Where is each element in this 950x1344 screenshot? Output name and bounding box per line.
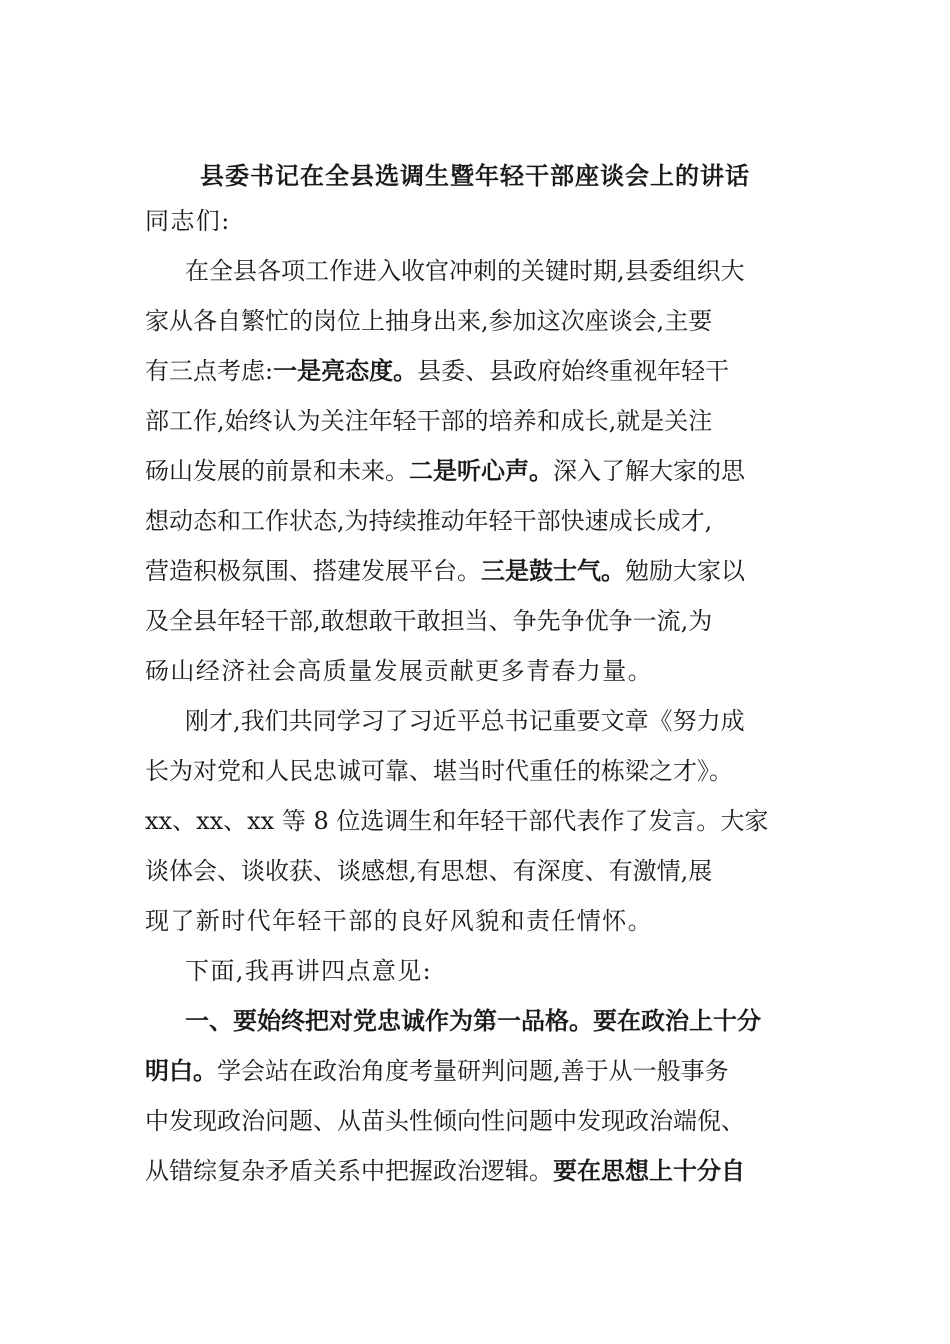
text-segment: 营造积极氛围、搭建发展平台。 [145,557,481,585]
text-line [145,246,815,296]
bold-text: 要在思想上十分自 [553,1156,745,1185]
text-line [145,846,815,896]
text-line [145,796,815,846]
document-title: 县委书记在全县选调生暨年轻干部座谈会上的讲话 [200,161,750,190]
text-segment: 中发现政治问题、从苗头性倾向性问题中发现政治端倪、 [145,1107,745,1135]
text-segment: 学会站在政治角度考量研判问题,善于从一般事务 [217,1057,729,1085]
text-line [145,446,815,496]
text-segment: 一、要始终把对党忠诚作为第一品格。要在政治上十分 [185,1006,761,1035]
text-segment: 在全县各项工作进入收官冲刺的关键时期,县委组织大 [185,257,745,285]
bold-text: 二是听心声。 [409,456,553,485]
text-line [145,396,815,446]
text-segment: 有三点考虑: [145,357,274,385]
text-line [145,546,815,596]
text-line [145,1096,815,1146]
text-line [145,496,815,546]
text-segment: 砀山经济社会高质量发展贡献更多青春力量。 [145,657,653,685]
text-line [145,1046,815,1096]
text-segment: 深入了解大家的思 [553,457,745,485]
text-segment: 家从各自繁忙的岗位上抽身出来,参加这次座谈会,主要 [145,307,713,335]
text-line [145,746,815,796]
bold-text: 一是亮态度。 [273,356,418,385]
text-segment: 部工作,始终认为关注年轻干部的培养和成长,就是关注 [145,407,713,435]
bold-text: 明白。 [145,1056,217,1085]
text-line [145,1146,815,1196]
document-body [145,196,815,1196]
text-segment: 刚才,我们共同学习了习近平总书记重要文章《努力成 [185,707,745,735]
text-line [145,346,815,396]
text-segment: 现了新时代年轻干部的良好风貌和责任情怀。 [145,907,653,935]
text-segment: 谈体会、谈收获、谈感想,有思想、有深度、有激情,展 [145,857,713,885]
text-segment: 勉励大家以 [625,557,745,585]
text-segment: xx、xx、xx 等 8 位选调生和年轻干部代表作了发言。大家 [145,807,769,835]
text-segment: 及全县年轻干部,敢想敢干敢担当、争先争优争一流,为 [145,607,713,635]
text-segment: 想动态和工作状态,为持续推动年轻干部快速成长成才, [145,507,713,535]
text-line [145,296,815,346]
text-line [145,946,815,996]
text-segment: 县委、县政府始终重视年轻干 [417,357,730,385]
text-line [145,996,815,1046]
text-line [145,896,815,946]
text-segment: 从错综复杂矛盾关系中把握政治逻辑。 [145,1157,553,1185]
text-segment: 砀山发展的前景和未来。 [145,457,409,485]
bold-text: 三是鼓士气。 [481,556,625,585]
text-line [145,196,815,246]
text-line [145,596,815,646]
text-line [145,696,815,746]
text-segment: 同志们: [145,207,231,235]
text-segment: 下面,我再讲四点意见: [185,957,433,985]
text-line [145,646,815,696]
text-segment: 长为对党和人民忠诚可靠、堪当时代重任的栋梁之才》。 [145,757,733,785]
